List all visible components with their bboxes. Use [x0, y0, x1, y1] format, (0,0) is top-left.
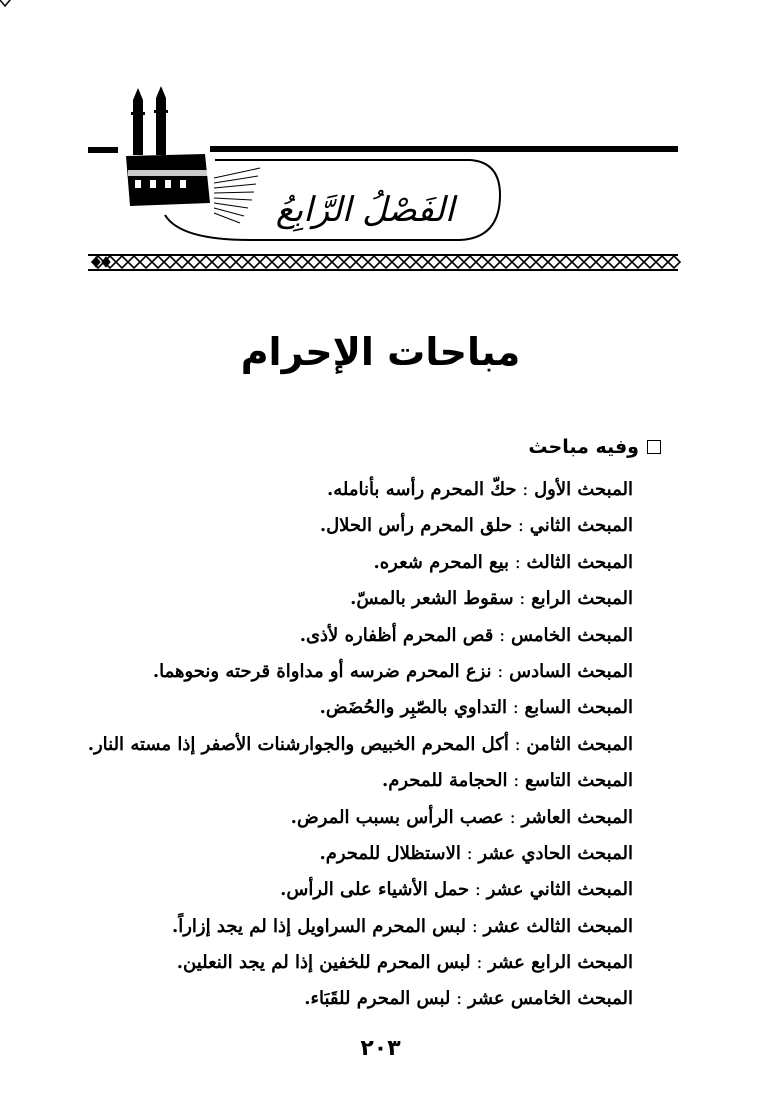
- list-item: المبحث السادس : نزع المحرم ضرسه أو مداواة قرحته ونحوهما.: [152, 660, 633, 682]
- item-label: المبحث الثامن: [526, 733, 633, 755]
- list-item: المبحث الرابع : سقوط الشعر بالمسّ.: [350, 588, 633, 610]
- item-text: الاستظلال للمحرم.: [319, 842, 461, 864]
- item-text: أكل المحرم الخبيص والجوارشنات الأصفر إذا مسته النار.: [87, 733, 509, 755]
- minaret-icon: [131, 86, 168, 155]
- chapter-label: الفَصْلُ الرَّابِعُ: [275, 190, 455, 230]
- item-label: المبحث الرابع عشر: [488, 952, 633, 974]
- item-text: حكّ المحرم رأسه بأنامله.: [326, 479, 517, 500]
- page-number: ٢٠٣: [360, 1036, 401, 1061]
- list-item: المبحث الحادي عشر : الاستظلال للمحرم.: [319, 842, 633, 864]
- item-label: المبحث الثاني عشر: [486, 879, 633, 901]
- intro-line: [528, 436, 661, 458]
- item-label: المبحث الخامس عشر: [467, 988, 633, 1010]
- intro-text: وفيه مباحث: [528, 436, 639, 458]
- list-item: المبحث الرابع عشر : لبس المحرم للخفين إذا لم يجد النعلين.: [176, 952, 633, 974]
- list-item: المبحث العاشر : عصب الرأس بسبب المرض.: [290, 806, 633, 828]
- item-text: حمل الأشياء على الرأس.: [280, 879, 470, 901]
- item-text: لبس المحرم للقَبَاء.: [304, 988, 451, 1010]
- item-label: المبحث السادس: [509, 660, 633, 682]
- item-text: الحجامة للمحرم.: [381, 770, 508, 792]
- list-item: المبحث التاسع : الحجامة للمحرم.: [381, 770, 633, 792]
- item-label: المبحث الخامس: [510, 624, 633, 646]
- item-label: المبحث الحادي عشر: [478, 842, 633, 864]
- kaaba-icon: [126, 154, 210, 206]
- list-item: المبحث الأول : حكّ المحرم رأسه بأنامله.: [326, 479, 633, 500]
- item-label: المبحث الثاني: [529, 515, 633, 537]
- item-text: نزع المحرم ضرسه أو مداواة قرحته ونحوهما.: [152, 660, 492, 682]
- item-text: سقوط الشعر بالمسّ.: [350, 588, 514, 610]
- list-item: المبحث الثالث : بيع المحرم شعره.: [373, 551, 633, 573]
- item-text: التداوي بالصّبِر والحُضَض.: [319, 697, 507, 719]
- item-label: المبحث الثالث عشر: [483, 915, 633, 937]
- list-item: المبحث الخامس : قص المحرم أظفاره لأذى.: [299, 624, 633, 646]
- page-title: مباحات الإحرام: [240, 330, 521, 374]
- item-text: لبس المحرم السراويل إذا لم يجد إزاراً.: [171, 915, 467, 937]
- item-label: المبحث الثالث: [526, 551, 633, 573]
- list-item: المبحث الثاني : حلق المحرم رأس الحلال.: [319, 515, 633, 537]
- topics-list: [73, 472, 633, 1018]
- checkbox-icon: [647, 440, 661, 454]
- list-item: المبحث الثاني عشر : حمل الأشياء على الرأس.: [280, 879, 633, 901]
- item-label: المبحث السابع: [524, 697, 633, 719]
- list-item: المبحث الثامن : أكل المحرم الخبيص والجوارشنات الأصفر إذا مسته النار.: [87, 733, 633, 755]
- item-label: المبحث التاسع: [525, 770, 633, 792]
- item-text: لبس المحرم للخفين إذا لم يجد النعلين.: [176, 952, 471, 974]
- chapter-header-ornament: [0, 0, 761, 300]
- item-label: المبحث الرابع: [531, 588, 633, 610]
- item-text: عصب الرأس بسبب المرض.: [290, 806, 504, 828]
- list-item: المبحث السابع : التداوي بالصّبِر والحُضَض.: [319, 697, 633, 719]
- item-label: المبحث الأول: [534, 479, 633, 500]
- item-text: بيع المحرم شعره.: [373, 551, 510, 573]
- item-text: قص المحرم أظفاره لأذى.: [299, 624, 494, 646]
- item-label: المبحث العاشر: [521, 806, 633, 828]
- item-text: حلق المحرم رأس الحلال.: [319, 515, 513, 537]
- list-item: المبحث الثالث عشر : لبس المحرم السراويل إذا لم يجد إزاراً.: [171, 915, 633, 937]
- list-item: المبحث الخامس عشر : لبس المحرم للقَبَاء.: [304, 988, 633, 1010]
- chapter-header: [0, 0, 761, 300]
